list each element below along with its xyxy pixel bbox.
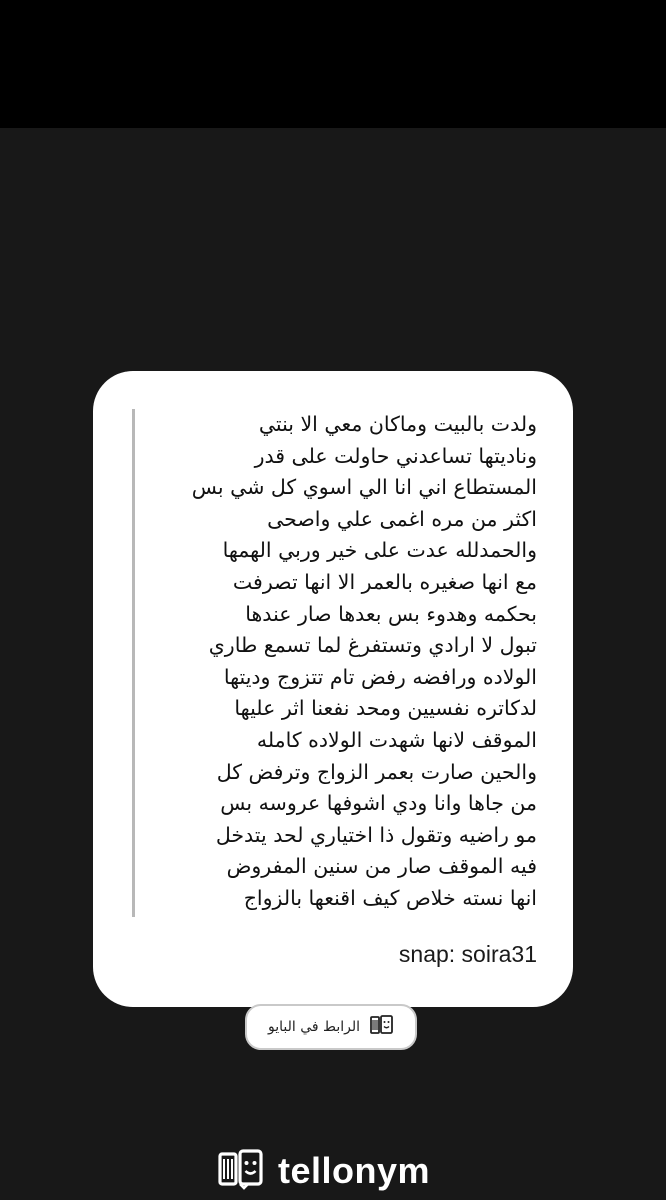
tellonym-logo-icon [218,1148,264,1194]
question-line: اكثر من مره اغمى علي واصحى [267,506,537,531]
tellonym-logo-icon [370,1014,394,1040]
brand-name: tellonym [278,1150,431,1191]
question-line: والحمدلله عدت على خير وربي الهمها [222,538,537,563]
question-line: المستطاع اني انا الي اسوي كل شي بس [191,475,537,500]
question-line: لدكاتره نفسيين ومحد نفعنا اثر عليها [234,696,537,721]
question-text [151,409,537,915]
bio-link-sticker[interactable] [245,1004,417,1050]
quote-bar [132,409,135,917]
question-line: بحكمه وهدوء بس بعدها صار عندها [245,601,537,626]
question-line: انها نسته خلاص كيف اقنعها بالزواج [243,885,537,910]
question-line: مو راضيه وتقول ذا اختياري لحد يتدخل [215,822,537,847]
tell-card [93,371,573,1007]
question-line: ولدت بالبيت وماكان معي الا بنتي [258,412,537,436]
question-line: من جاها وانا ودي اشوفها عروسه بس [220,791,537,816]
snap-signature: snap: soira31 [398,941,537,967]
top-black-bar [0,0,666,128]
question-line: الولاده ورافضه رفض تام تتزوج وديتها [223,664,537,689]
question-line: وناديتها تساعدني حاولت على قدر [254,443,537,468]
question-line: مع انها صغيره بالعمر الا انها تصرفت [232,569,537,594]
question-line: الموقف لانها شهدت الولاده كامله [256,727,537,752]
question-line: تبول لا ارادي وتستفرغ لما تسمع طاري [208,633,537,658]
question-line: والحين صارت بعمر الزواج وترفض كل [216,759,537,784]
question-line: فيه الموقف صار من سنين المفروض [226,854,537,879]
bio-link-label: الرابط في البايو [268,1019,360,1035]
tellonym-brand [218,1148,430,1194]
